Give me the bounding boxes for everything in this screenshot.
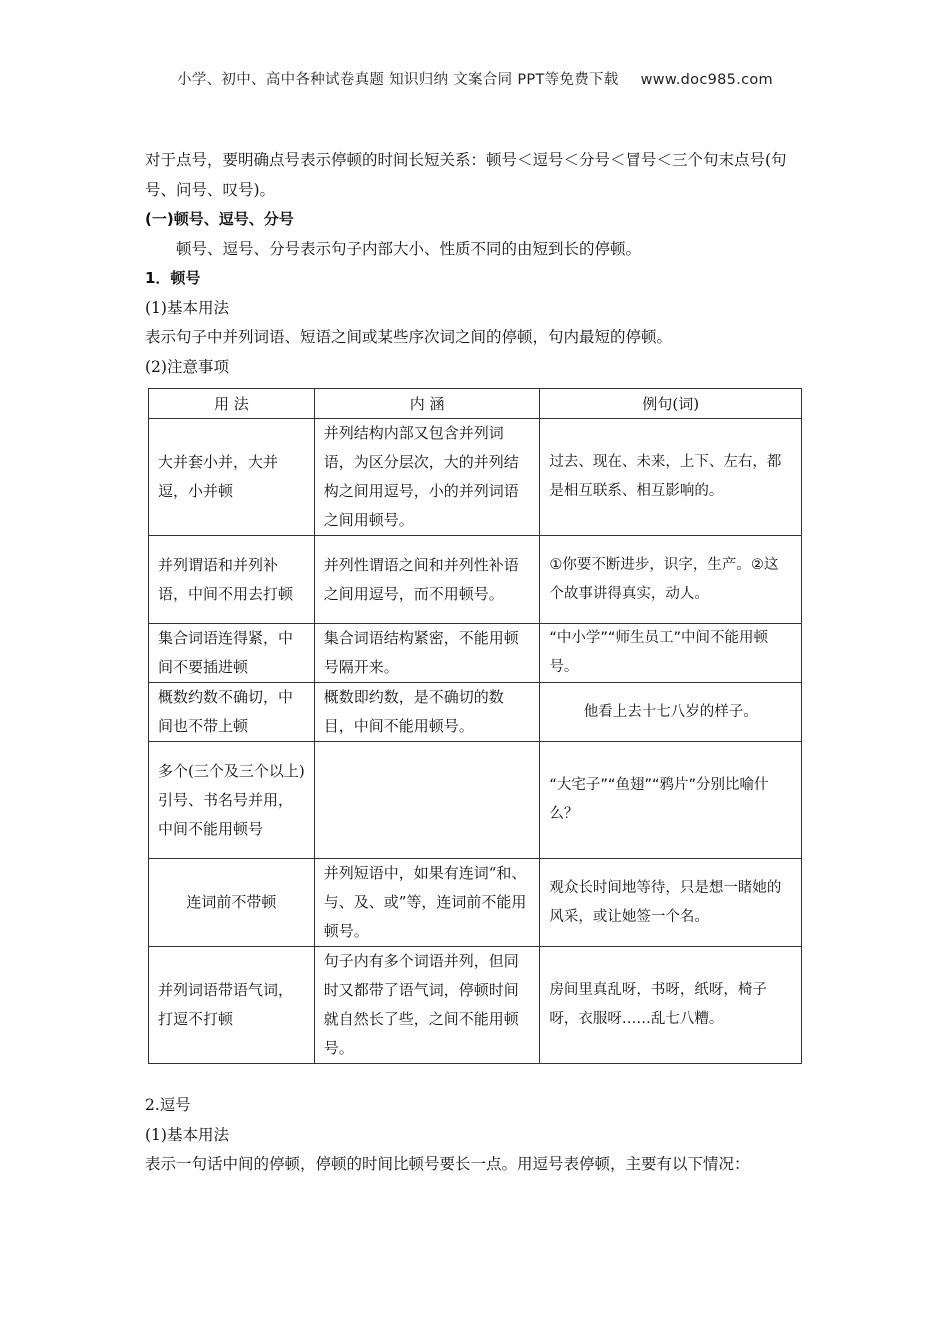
usage-cell: 并列词语带语气词，打逗不打顿 [149,947,315,1064]
douhao-basic-text: 表示一句话中间的停顿，停顿的时间比顿号要长一点。用逗号表停顿，主要有以下情况： [145,1155,750,1173]
table-header-row [149,389,802,419]
header-text: 小学、初中、高中各种试卷真题 知识归纳 文案合同 PPT等免费下载 [177,72,619,88]
table-row [149,624,802,683]
page-header [0,68,950,89]
subsection-title-dunhao: 1．顿号 [145,269,201,287]
meaning-cell: 句子内有多个词语并列，但同时又都带了语气词，停顿时间就自然长了些，之间不能用顿号。 [314,947,540,1064]
header-site-link[interactable]: www.doc985.com [640,72,773,88]
table-row [149,419,802,536]
douhao-section [145,1091,810,1180]
section-heading: (一)顿号、逗号、分号 [145,210,294,228]
meaning-cell: 并列短语中，如果有连词“和、与、及、或”等，连词前不能用顿号。 [314,859,540,947]
example-cell: 观众长时间地等待，只是想一睹她的风采，或让她签一个名。 [540,859,802,947]
document-body [145,146,810,1180]
example-cell: ①你要不断进步，识字，生产。②这个故事讲得真实，动人。 [540,536,802,624]
section-summary: 顿号、逗号、分号表示句子内部大小、性质不同的由短到长的停顿。 [176,239,642,258]
douhao-basic-title: (1)基本用法 [145,1125,229,1144]
table-row [149,536,802,624]
dunhao-usage-table [148,388,802,1064]
usage-cell: 连词前不带顿 [149,859,315,947]
example-cell: 他看上去十七八岁的样子。 [540,683,802,742]
table-header-meaning: 内 涵 [314,389,540,419]
usage-cell: 概数约数不确切，中间也不带上顿 [149,683,315,742]
notes-title: (2)注意事项 [145,357,229,376]
table-row [149,683,802,742]
table-row [149,947,802,1064]
table-header-example: 例句(词) [540,389,802,419]
example-cell: 房间里真乱呀，书呀，纸呀，椅子呀，衣服呀……乱七八糟。 [540,947,802,1064]
usage-cell: 并列谓语和并列补语，中间不用去打顿 [149,536,315,624]
table-row [149,742,802,859]
usage-cell: 多个(三个及三个以上)引号、书名号并用，中间不能用顿号 [149,742,315,859]
intro-paragraph: 对于点号，要明确点号表示停顿的时间长短关系：顿号＜逗号＜分号＜冒号＜三个句末点号(句号、问号、叹号)。 [145,151,787,199]
meaning-cell: 并列结构内部又包含并列词语，为区分层次，大的并列结构之间用逗号，小的并列词语之间用顿号。 [314,419,540,536]
example-cell: 过去、现在、未来，上下、左右，都是相互联系、相互影响的。 [540,419,802,536]
usage-cell: 大并套小并，大并逗，小并顿 [149,419,315,536]
usage-cell: 集合词语连得紧，中间不要插进顿 [149,624,315,683]
meaning-cell: 集合词语结构紧密，不能用顿号隔开来。 [314,624,540,683]
example-cell: “大宅子”“鱼翅”“鸦片”分别比喻什么？ [540,742,802,859]
basic-usage-title: (1)基本用法 [145,298,229,317]
basic-usage-text: 表示句子中并列词语、短语之间或某些序次词之间的停顿，句内最短的停顿。 [145,328,673,346]
table-header-usage: 用 法 [149,389,315,419]
example-cell: “中小学”“师生员工”中间不能用顿号。 [540,624,802,683]
meaning-cell [314,742,540,859]
subsection-title-douhao: 2.逗号 [145,1096,191,1114]
table-row [149,859,802,947]
meaning-cell: 概数即约数，是不确切的数目，中间不能用顿号。 [314,683,540,742]
meaning-cell: 并列性谓语之间和并列性补语之间用逗号，而不用顿号。 [314,536,540,624]
